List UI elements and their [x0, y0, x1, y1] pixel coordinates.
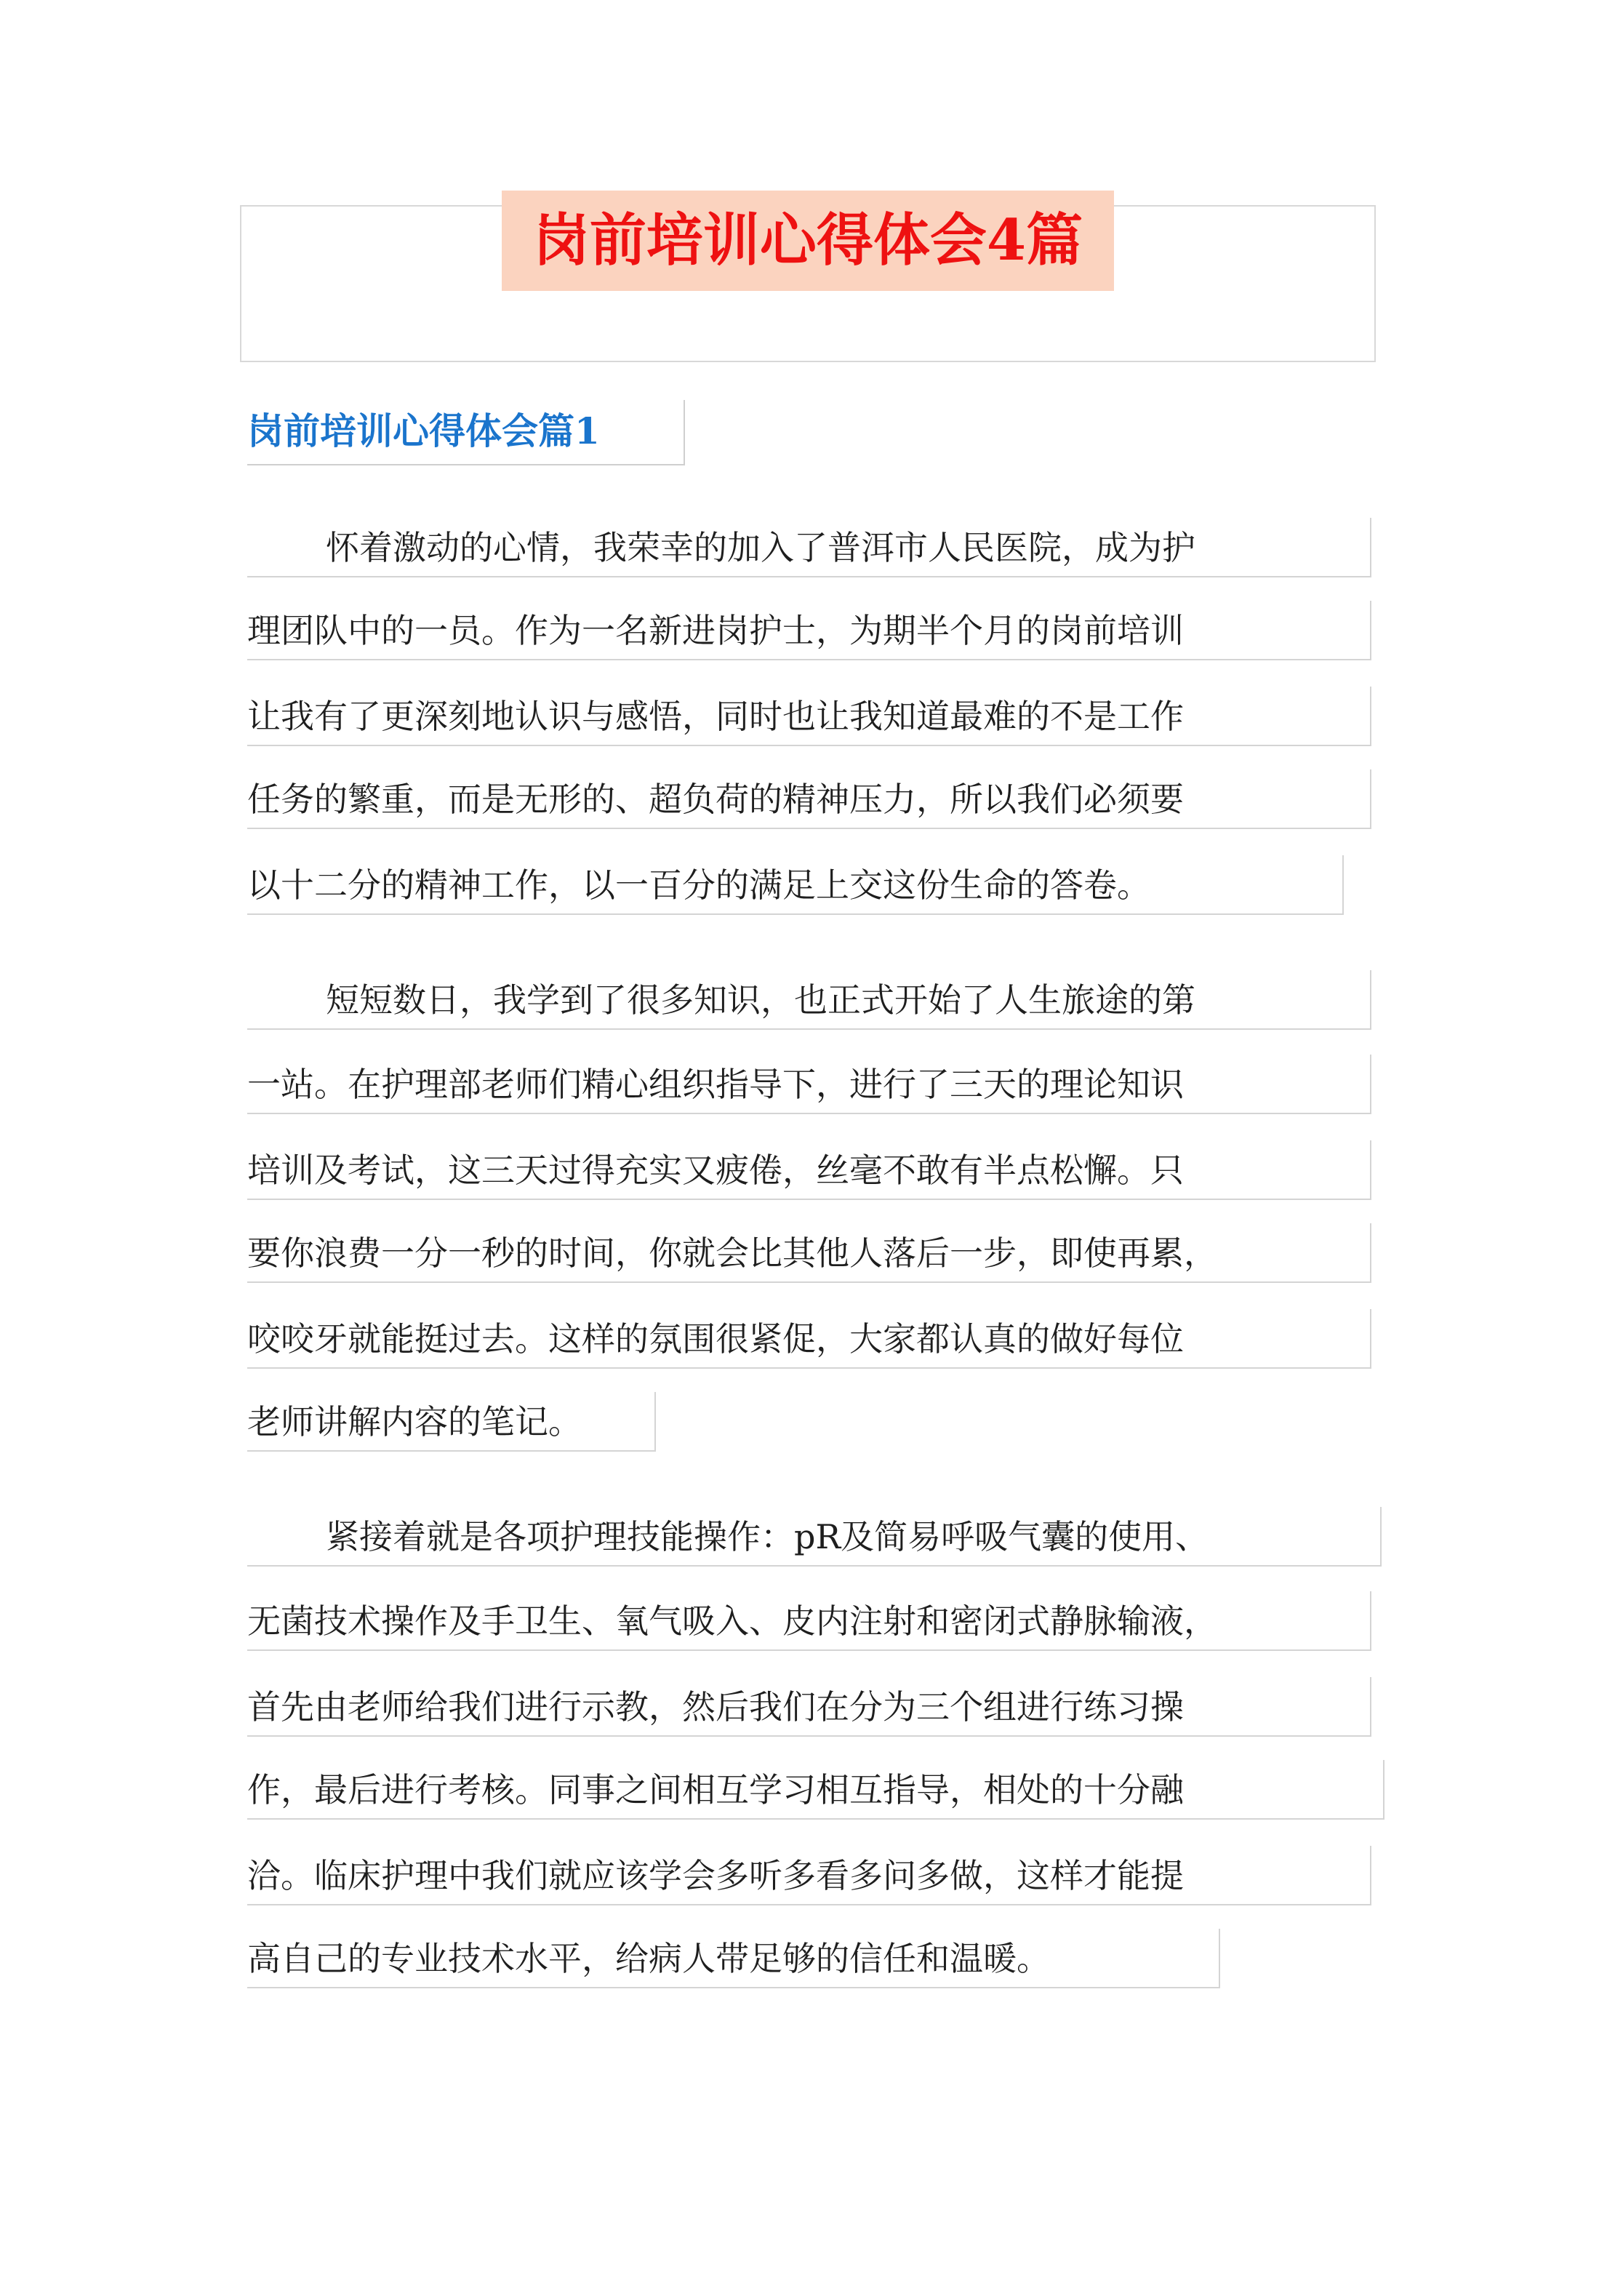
paragraph-1-line-5: 以十二分的精神工作，以一百分的满足上交这份生命的答卷。 [247, 855, 1344, 915]
paragraph-2-line-5: 咬咬牙就能挺过去。这样的氛围很紧促，大家都认真的做好每位 [247, 1309, 1371, 1369]
paragraph-2-line-4: 要你浪费一分一秒的时间，你就会比其他人落后一步，即使再累， [247, 1223, 1371, 1283]
paragraph-3-line-2: 无菌技术操作及手卫生、氧气吸入、皮内注射和密闭式静脉输液， [247, 1591, 1371, 1651]
paragraph-1-line-4: 任务的繁重，而是无形的、超负荷的精神压力，所以我们必须要 [247, 769, 1371, 829]
paragraph-2-line-1: 短短数日，我学到了很多知识，也正式开始了人生旅途的第 [247, 970, 1371, 1030]
paragraph-3-line-1: 紧接着就是各项护理技能操作：pR及简易呼吸气囊的使用、 [247, 1507, 1382, 1567]
paragraph-3-line-3: 首先由老师给我们进行示教，然后我们在分为三个组进行练习操 [247, 1677, 1371, 1737]
paragraph-1-line-3: 让我有了更深刻地认识与感悟，同时也让我知道最难的不是工作 [247, 687, 1371, 746]
section-heading: 岗前培训心得体会篇1 [247, 400, 685, 465]
paragraph-1-line-2: 理团队中的一员。作为一名新进岗护士，为期半个月的岗前培训 [247, 601, 1371, 660]
paragraph-3-line-5: 洽。临床护理中我们就应该学会多听多看多问多做，这样才能提 [247, 1846, 1371, 1905]
paragraph-2-line-2: 一站。在护理部老师们精心组织指导下，进行了三天的理论知识 [247, 1055, 1371, 1114]
paragraph-2-line-6: 老师讲解内容的笔记。 [247, 1392, 656, 1452]
paragraph-2-line-3: 培训及考试，这三天过得充实又疲倦，丝毫不敢有半点松懈。只 [247, 1140, 1371, 1200]
paragraph-3-line-4: 作，最后进行考核。同事之间相互学习相互指导，相处的十分融 [247, 1760, 1384, 1820]
document-title: 岗前培训心得体会4篇 [532, 207, 1083, 273]
paragraph-3-line-6: 高自己的专业技术水平，给病人带足够的信任和温暖。 [247, 1929, 1220, 1988]
paragraph-1-line-1: 怀着激动的心情，我荣幸的加入了普洱市人民医院，成为护 [247, 518, 1371, 577]
